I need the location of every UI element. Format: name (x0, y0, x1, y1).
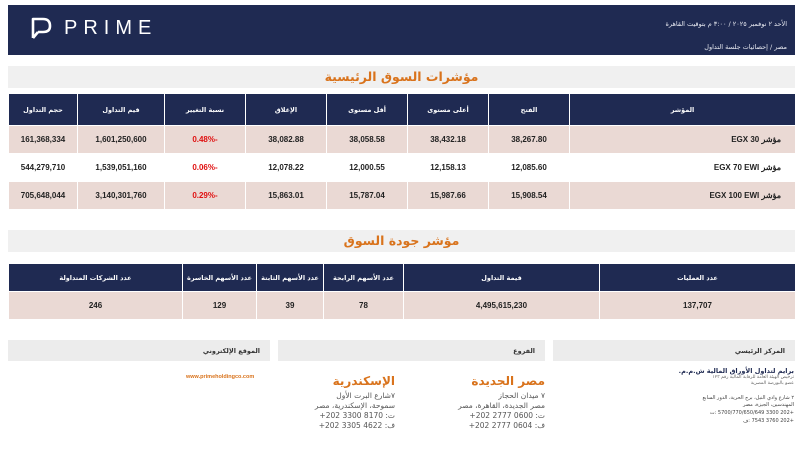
traded-volume: 544,279,710 (9, 154, 78, 182)
prime-logo-icon (30, 16, 52, 40)
traded-value: 4,495,615,230 (404, 292, 600, 320)
license-line: ترخيص الهيئة العامة للرقابة المالية رقم ١٢٣ (712, 375, 794, 380)
close-value: 15,863.01 (246, 182, 327, 210)
gainers-count: 78 (324, 292, 404, 320)
branch-city: مصر الجديدة (471, 374, 545, 388)
column-header: المؤشر (570, 94, 796, 126)
close-value: 38,082.88 (246, 126, 327, 154)
table-row (9, 154, 796, 182)
branch-fax: ف: 4622 3305 202+ (318, 421, 395, 430)
column-header: قيمة التداول (404, 264, 600, 292)
traded-companies-count: 246 (9, 292, 183, 320)
table-header-row (9, 94, 796, 126)
transactions-count: 137,707 (600, 292, 796, 320)
change-percent: -0.06% (165, 154, 246, 182)
table-row (9, 292, 796, 320)
traded-volume: 161,368,334 (9, 126, 78, 154)
branch-alexandria (245, 374, 395, 431)
high-value: 38,432.18 (408, 126, 489, 154)
main-indices-title: مؤشرات السوق الرئيسية (324, 69, 479, 84)
column-header: الفتح (489, 94, 570, 126)
traded-volume: 705,648,044 (9, 182, 78, 210)
branch-phone: ت: 8170 3300 202+ (319, 411, 395, 420)
hq-fax: +202 3760 7543 :ف (743, 418, 794, 424)
report-subtitle: مصر / إحصائيات جلسة التداول (704, 43, 787, 51)
market-breadth-table (8, 263, 796, 320)
brand-name: PRIME (64, 16, 158, 39)
column-header: عدد الأسهم الثابتة (257, 264, 324, 292)
brand-logo (30, 16, 157, 40)
column-header: أقل مستوى (327, 94, 408, 126)
close-value: 12,078.22 (246, 154, 327, 182)
column-header: عدد العمليات (600, 264, 796, 292)
branches-label: الفروع (278, 340, 545, 361)
high-value: 15,987.66 (408, 182, 489, 210)
table-row (9, 182, 796, 210)
traded-value: 1,601,250,600 (78, 126, 165, 154)
column-header: نسبة التغيير (165, 94, 246, 126)
branch-address: سموحة، الإسكندرية، مصر (314, 401, 395, 410)
column-header: قيم التداول (78, 94, 165, 126)
license-line: عضو بالبورصة المصرية (750, 381, 794, 386)
table-row (9, 126, 796, 154)
branch-cairo (375, 374, 545, 431)
market-breadth-title-bar (8, 230, 795, 252)
branch-address: مصر الجديدة، القاهرة، مصر (458, 401, 545, 410)
traded-value: 1,539,051,160 (78, 154, 165, 182)
open-value: 15,908.54 (489, 182, 570, 210)
branch-address: ٧ ميدان الحجاز (498, 391, 545, 400)
website-link[interactable]: www.primeholdingco.com (186, 374, 255, 380)
main-indices-title-bar (8, 66, 795, 88)
high-value: 12,158.13 (408, 154, 489, 182)
column-header: الإغلاق (246, 94, 327, 126)
losers-count: 129 (183, 292, 257, 320)
column-header: عدد الأسهم الرابحة (324, 264, 404, 292)
website-label: الموقع الإلكتروني (8, 340, 270, 361)
hq-address: ٢ شارع وادي النيل، برج الحرية، الدور السابع (702, 395, 794, 401)
traded-value: 3,140,301,760 (78, 182, 165, 210)
index-name: مؤشر EGX 30 (570, 126, 796, 154)
change-percent: -0.29% (165, 182, 246, 210)
company-name: برايم لتداول الأوراق المالية ش.م.م. (678, 367, 794, 375)
table-header-row (9, 264, 796, 292)
branch-fax: ف: 0604 2777 202+ (468, 421, 545, 430)
branch-phone: ت: 0600 2777 202+ (469, 411, 545, 420)
hq-address: المهندسين، الجيزة، مصر (743, 402, 794, 408)
open-value: 12,085.60 (489, 154, 570, 182)
unchanged-count: 39 (257, 292, 324, 320)
column-header: حجم التداول (9, 94, 78, 126)
branch-city: الإسكندرية (332, 374, 395, 388)
low-value: 38,058.58 (327, 126, 408, 154)
main-indices-table (8, 93, 796, 210)
index-name: مؤشر EGX 70 EWI (570, 154, 796, 182)
change-percent: -0.48% (165, 126, 246, 154)
index-name: مؤشر EGX 100 EWI (570, 182, 796, 210)
hq-details (564, 367, 794, 425)
hq-phone: +202 3300 5700/770/650/649 :ت (709, 410, 794, 416)
open-value: 38,267.80 (489, 126, 570, 154)
report-header (8, 5, 795, 55)
column-header: أعلى مستوى (408, 94, 489, 126)
column-header: عدد الأسهم الخاسرة (183, 264, 257, 292)
report-date: الأحد ٢ نوفمبر ٢٠٢٥ / ٣:٠٠ م بتوقيت القاهرة (665, 20, 787, 28)
low-value: 12,000.55 (327, 154, 408, 182)
branch-address: ٧شارع البرت الأول (336, 391, 395, 400)
market-breadth-title: مؤشر جودة السوق (343, 233, 460, 248)
hq-label: المركز الرئيسي (553, 340, 795, 361)
column-header: عدد الشركات المتداولة (9, 264, 183, 292)
low-value: 15,787.04 (327, 182, 408, 210)
